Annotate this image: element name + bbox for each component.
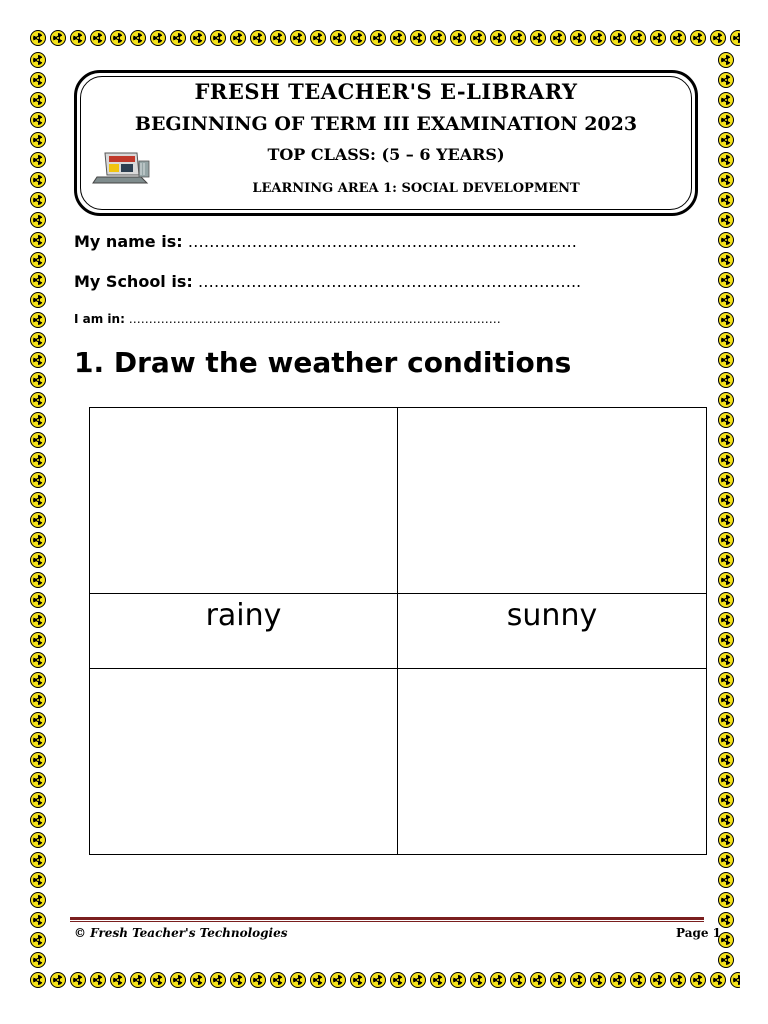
- radiation-symbol-icon: [718, 452, 734, 468]
- radiation-symbol-icon: [430, 972, 446, 988]
- radiation-symbol-icon: [150, 972, 166, 988]
- radiation-symbol-icon: [390, 30, 406, 46]
- radiation-symbol-icon: [650, 972, 666, 988]
- radiation-symbol-icon: [718, 272, 734, 288]
- radiation-symbol-icon: [30, 892, 46, 908]
- radiation-symbol-icon: [30, 412, 46, 428]
- radiation-symbol-icon: [718, 352, 734, 368]
- radiation-symbol-icon: [30, 372, 46, 388]
- radiation-symbol-icon: [30, 332, 46, 348]
- drawing-box-sunny[interactable]: [398, 408, 706, 594]
- radiation-symbol-icon: [30, 472, 46, 488]
- radiation-symbol-icon: [170, 972, 186, 988]
- radiation-symbol-icon: [30, 652, 46, 668]
- radiation-symbol-icon: [210, 972, 226, 988]
- radiation-symbol-icon: [718, 812, 734, 828]
- class-field[interactable]: [74, 312, 501, 326]
- radiation-symbol-icon: [130, 30, 146, 46]
- radiation-symbol-icon: [110, 972, 126, 988]
- radiation-symbol-icon: [710, 30, 726, 46]
- radiation-symbol-icon: [510, 972, 526, 988]
- radiation-symbol-icon: [270, 30, 286, 46]
- footer-copyright: © Fresh Teacher's Technologies: [74, 926, 288, 940]
- radiation-symbol-icon: [718, 472, 734, 488]
- library-title: FRESH TEACHER'S E-LIBRARY: [194, 79, 578, 104]
- radiation-symbol-icon: [730, 30, 740, 46]
- radiation-symbol-icon: [718, 172, 734, 188]
- radiation-symbol-icon: [718, 412, 734, 428]
- radiation-symbol-icon: [718, 832, 734, 848]
- page-border-bottom: [30, 972, 740, 992]
- radiation-symbol-icon: [30, 752, 46, 768]
- radiation-symbol-icon: [650, 30, 666, 46]
- weather-label-rainy: rainy: [90, 594, 398, 669]
- radiation-symbol-icon: [670, 30, 686, 46]
- radiation-symbol-icon: [550, 30, 566, 46]
- drawing-box-rainy[interactable]: [90, 408, 398, 594]
- radiation-symbol-icon: [30, 292, 46, 308]
- radiation-symbol-icon: [30, 692, 46, 708]
- radiation-symbol-icon: [190, 30, 206, 46]
- radiation-symbol-icon: [290, 972, 306, 988]
- radiation-symbol-icon: [30, 92, 46, 108]
- radiation-symbol-icon: [230, 30, 246, 46]
- radiation-symbol-icon: [410, 972, 426, 988]
- radiation-symbol-icon: [70, 972, 86, 988]
- radiation-symbol-icon: [350, 30, 366, 46]
- radiation-symbol-icon: [610, 972, 626, 988]
- radiation-symbol-icon: [718, 432, 734, 448]
- radiation-symbol-icon: [718, 592, 734, 608]
- school-field[interactable]: [74, 272, 581, 291]
- radiation-symbol-icon: [570, 30, 586, 46]
- radiation-symbol-icon: [250, 972, 266, 988]
- radiation-symbol-icon: [718, 152, 734, 168]
- radiation-symbol-icon: [670, 972, 686, 988]
- exam-title: BEGINNING OF TERM III EXAMINATION 2023: [134, 113, 638, 135]
- radiation-symbol-icon: [30, 872, 46, 888]
- radiation-symbol-icon: [350, 972, 366, 988]
- radiation-symbol-icon: [718, 672, 734, 688]
- radiation-symbol-icon: [30, 832, 46, 848]
- radiation-symbol-icon: [30, 792, 46, 808]
- radiation-symbol-icon: [710, 972, 726, 988]
- radiation-symbol-icon: [30, 352, 46, 368]
- radiation-symbol-icon: [718, 532, 734, 548]
- radiation-symbol-icon: [718, 72, 734, 88]
- radiation-symbol-icon: [170, 30, 186, 46]
- radiation-symbol-icon: [718, 652, 734, 668]
- radiation-symbol-icon: [718, 872, 734, 888]
- school-blank[interactable]: ……………………………………………………….……..: [197, 272, 582, 291]
- radiation-symbol-icon: [550, 972, 566, 988]
- page-number: Page 1: [676, 926, 722, 940]
- radiation-symbol-icon: [718, 952, 734, 968]
- radiation-symbol-icon: [30, 312, 46, 328]
- radiation-symbol-icon: [718, 292, 734, 308]
- radiation-symbol-icon: [210, 30, 226, 46]
- radiation-symbol-icon: [30, 272, 46, 288]
- page-border-left: [30, 52, 50, 970]
- radiation-symbol-icon: [718, 132, 734, 148]
- weather-label-sunny: sunny: [398, 594, 706, 669]
- drawing-box-bottom-right[interactable]: [398, 669, 706, 854]
- radiation-symbol-icon: [718, 192, 734, 208]
- radiation-symbol-icon: [718, 692, 734, 708]
- radiation-symbol-icon: [250, 30, 266, 46]
- radiation-symbol-icon: [370, 972, 386, 988]
- radiation-symbol-icon: [30, 532, 46, 548]
- radiation-symbol-icon: [30, 112, 46, 128]
- radiation-symbol-icon: [410, 30, 426, 46]
- radiation-symbol-icon: [718, 252, 734, 268]
- radiation-symbol-icon: [718, 572, 734, 588]
- radiation-symbol-icon: [70, 30, 86, 46]
- footer-divider: [70, 917, 704, 920]
- laptop-books-logo: [91, 151, 153, 187]
- radiation-symbol-icon: [30, 212, 46, 228]
- radiation-symbol-icon: [110, 30, 126, 46]
- radiation-symbol-icon: [310, 972, 326, 988]
- name-field[interactable]: [74, 232, 577, 251]
- radiation-symbol-icon: [718, 512, 734, 528]
- radiation-symbol-icon: [718, 852, 734, 868]
- radiation-symbol-icon: [30, 732, 46, 748]
- radiation-symbol-icon: [30, 912, 46, 928]
- school-label: My School is:: [74, 272, 193, 291]
- radiation-symbol-icon: [718, 792, 734, 808]
- radiation-symbol-icon: [30, 772, 46, 788]
- radiation-symbol-icon: [718, 612, 734, 628]
- radiation-symbol-icon: [30, 30, 46, 46]
- radiation-symbol-icon: [30, 952, 46, 968]
- radiation-symbol-icon: [718, 752, 734, 768]
- radiation-symbol-icon: [30, 52, 46, 68]
- radiation-symbol-icon: [718, 632, 734, 648]
- radiation-symbol-icon: [490, 972, 506, 988]
- weather-grid: [89, 407, 707, 855]
- radiation-symbol-icon: [30, 552, 46, 568]
- radiation-symbol-icon: [718, 372, 734, 388]
- footer-divider-thin: [70, 921, 704, 922]
- page-border-right: [718, 52, 738, 970]
- radiation-symbol-icon: [330, 30, 346, 46]
- radiation-symbol-icon: [718, 232, 734, 248]
- radiation-symbol-icon: [530, 30, 546, 46]
- radiation-symbol-icon: [30, 152, 46, 168]
- radiation-symbol-icon: [30, 812, 46, 828]
- page-border-top: [30, 30, 740, 50]
- class-title: TOP CLASS: (5 – 6 YEARS): [267, 145, 505, 164]
- radiation-symbol-icon: [30, 172, 46, 188]
- name-label: My name is:: [74, 232, 183, 251]
- radiation-symbol-icon: [30, 972, 46, 988]
- radiation-symbol-icon: [430, 30, 446, 46]
- learning-area-title: LEARNING AREA 1: SOCIAL DEVELOPMENT: [252, 181, 580, 196]
- radiation-symbol-icon: [718, 92, 734, 108]
- radiation-symbol-icon: [718, 732, 734, 748]
- class-blank[interactable]: …………………………………………………………………………………: [128, 312, 501, 326]
- radiation-symbol-icon: [450, 30, 466, 46]
- radiation-symbol-icon: [570, 972, 586, 988]
- radiation-symbol-icon: [30, 452, 46, 468]
- radiation-symbol-icon: [730, 972, 740, 988]
- radiation-symbol-icon: [470, 972, 486, 988]
- question-title: 1. Draw the weather conditions: [74, 346, 572, 379]
- radiation-symbol-icon: [718, 312, 734, 328]
- radiation-symbol-icon: [30, 852, 46, 868]
- radiation-symbol-icon: [470, 30, 486, 46]
- radiation-symbol-icon: [718, 332, 734, 348]
- radiation-symbol-icon: [310, 30, 326, 46]
- radiation-symbol-icon: [30, 432, 46, 448]
- radiation-symbol-icon: [590, 972, 606, 988]
- radiation-symbol-icon: [30, 672, 46, 688]
- radiation-symbol-icon: [718, 772, 734, 788]
- radiation-symbol-icon: [690, 30, 706, 46]
- radiation-symbol-icon: [30, 192, 46, 208]
- radiation-symbol-icon: [630, 30, 646, 46]
- radiation-symbol-icon: [130, 972, 146, 988]
- radiation-symbol-icon: [718, 212, 734, 228]
- radiation-symbol-icon: [490, 30, 506, 46]
- radiation-symbol-icon: [30, 612, 46, 628]
- radiation-symbol-icon: [718, 492, 734, 508]
- radiation-symbol-icon: [370, 30, 386, 46]
- radiation-symbol-icon: [30, 592, 46, 608]
- radiation-symbol-icon: [630, 972, 646, 988]
- radiation-symbol-icon: [390, 972, 406, 988]
- radiation-symbol-icon: [50, 972, 66, 988]
- radiation-symbol-icon: [510, 30, 526, 46]
- radiation-symbol-icon: [90, 30, 106, 46]
- radiation-symbol-icon: [530, 972, 546, 988]
- radiation-symbol-icon: [30, 712, 46, 728]
- radiation-symbol-icon: [610, 30, 626, 46]
- radiation-symbol-icon: [30, 392, 46, 408]
- radiation-symbol-icon: [150, 30, 166, 46]
- radiation-symbol-icon: [718, 892, 734, 908]
- radiation-symbol-icon: [30, 932, 46, 948]
- radiation-symbol-icon: [30, 72, 46, 88]
- radiation-symbol-icon: [718, 112, 734, 128]
- drawing-box-bottom-left[interactable]: [90, 669, 398, 854]
- radiation-symbol-icon: [718, 552, 734, 568]
- radiation-symbol-icon: [50, 30, 66, 46]
- radiation-symbol-icon: [270, 972, 286, 988]
- radiation-symbol-icon: [230, 972, 246, 988]
- exam-header: [74, 70, 698, 216]
- radiation-symbol-icon: [30, 512, 46, 528]
- radiation-symbol-icon: [30, 572, 46, 588]
- radiation-symbol-icon: [450, 972, 466, 988]
- radiation-symbol-icon: [90, 972, 106, 988]
- radiation-symbol-icon: [30, 232, 46, 248]
- radiation-symbol-icon: [190, 972, 206, 988]
- radiation-symbol-icon: [718, 712, 734, 728]
- radiation-symbol-icon: [718, 392, 734, 408]
- name-blank[interactable]: ……………………………………………………………….: [187, 232, 577, 251]
- radiation-symbol-icon: [30, 252, 46, 268]
- radiation-symbol-icon: [590, 30, 606, 46]
- radiation-symbol-icon: [330, 972, 346, 988]
- radiation-symbol-icon: [30, 492, 46, 508]
- radiation-symbol-icon: [30, 132, 46, 148]
- radiation-symbol-icon: [690, 972, 706, 988]
- radiation-symbol-icon: [718, 52, 734, 68]
- radiation-symbol-icon: [290, 30, 306, 46]
- radiation-symbol-icon: [30, 632, 46, 648]
- class-label: I am in:: [74, 312, 125, 326]
